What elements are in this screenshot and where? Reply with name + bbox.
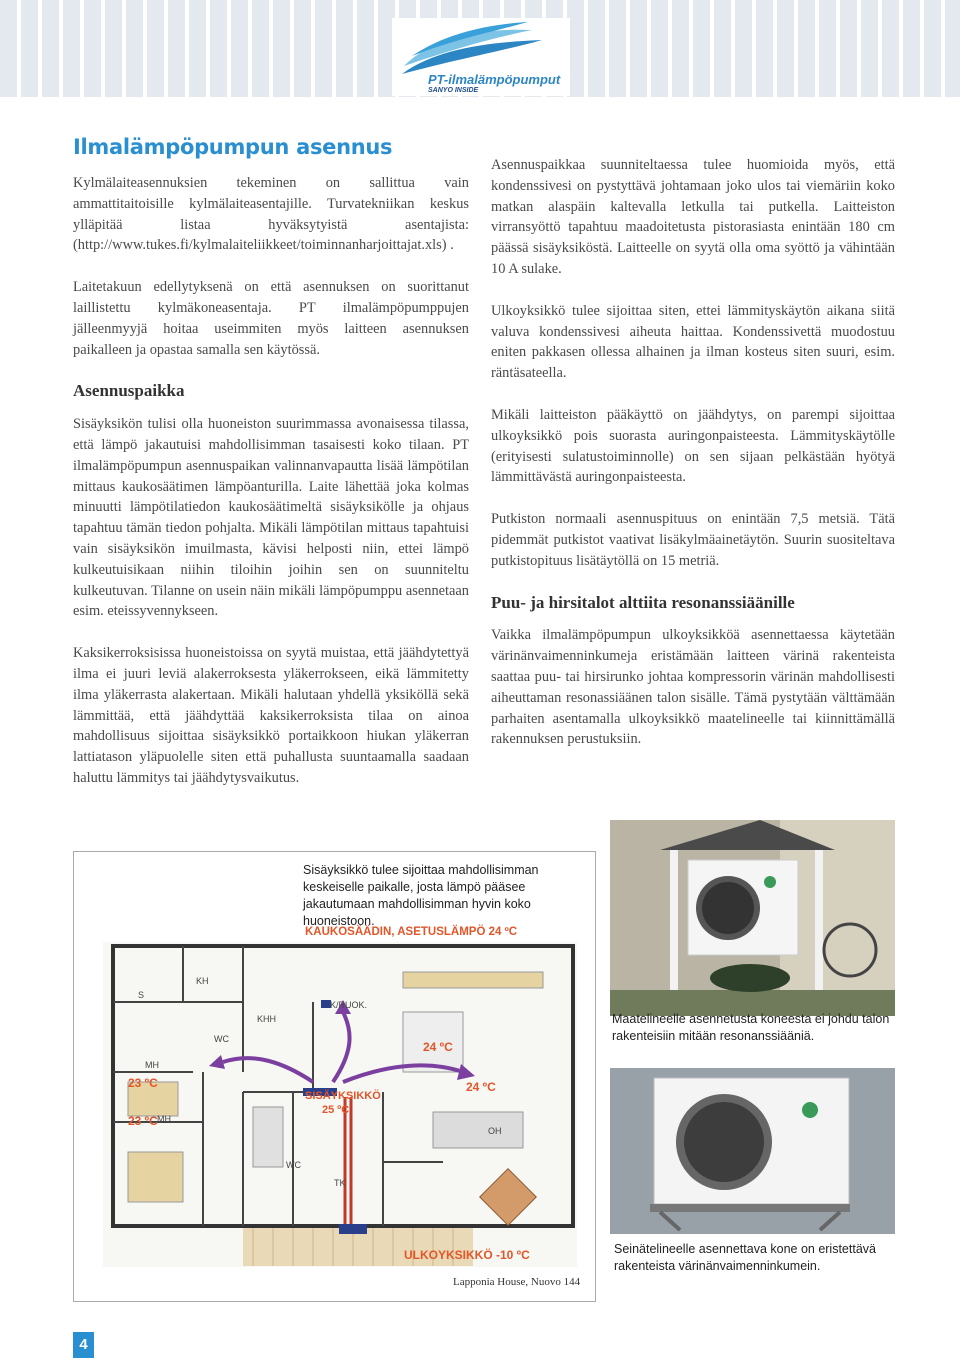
room-label-wc-1: WC: [214, 1034, 229, 1044]
room-label-khh: KHH: [257, 1014, 277, 1024]
room-label-kh: KH: [196, 976, 209, 986]
room-label-s: S: [138, 990, 145, 1000]
temp-label-2: 24 ºC: [466, 1080, 496, 1094]
page-title: Ilmalämpöpumpun asennus: [73, 135, 393, 159]
brand-name: PT-ilmalämpöpumput: [428, 72, 561, 87]
right-paragraph-5: Vaikka ilmalämpöpumpun ulkoyksikköä asennettaessa käytetään värinänvaimenninkumeja eristämään laitteen värinä rakenteista saattaa puu- tai hirsirunko johtaa kompressorin värinän mahdollisesti aiheuttaman resonassiäänen talon sisälle. Tämä pystytään välttämään parhaiten asentamalla ulkoyksikkö maatelineelle tai kiinnittämällä rakennuksen perustuksiin.: [491, 627, 895, 748]
right-paragraph-1: Asennuspaikkaa suunniteltaessa tulee huomioida myös, että kondenssivesi on pystyttävä johtamaan joko ulos tai viemäriin koko matkan alaspäin kaltevalla letkulla tai putkella. Laitteiston virransyöttö tapahtuu maadoitetusta pistorasiasta enintään 180 cm päässä sisäyksiköstä. Laitteelle on syytä olla oma syöttö ja vähintään 10 A sulake.: [491, 157, 895, 277]
temp-label-3: 23 ºC: [128, 1076, 158, 1090]
left-paragraph-1: Kylmälaiteasennuksien tekeminen on sallittua vain ammattitaitoisille kylmälaiteasentajille. Turvatekniikan keskus ylläpitää listaa hyväksytyistä asentajista: (http://www.tukes.fi/kylmalaiteliikkeet/toiminnanharjoittajat.xls) .: [73, 175, 469, 254]
left-paragraph-2: Laitetakuun edellytyksenä on että asennuksen on suorittanut laillistettu kylmäkoneasentaja. PT ilmalämpöpumppujen jälleenmyyjä hoitaa useimmiten myös laitteen asennuksen paikalleen ja opastaa samalla sen käytössä.: [73, 279, 469, 358]
floorplan-credit: Lapponia House, Nuovo 144: [453, 1276, 581, 1288]
indoor-unit-label: SISÄYKSIKKÖ: [305, 1090, 381, 1102]
ground-unit-photo: [610, 820, 895, 1016]
wave-logo-icon: [392, 18, 570, 78]
remote-label: KAUKOSÄÄDIN, ASETUSLÄMPÖ 24 ºC: [305, 926, 518, 938]
section-heading-resonance: Puu- ja hirsitalot alttiita resonanssiäänille: [491, 592, 795, 612]
wall-unit-photo: [610, 1068, 895, 1234]
floorplan-caption: Sisäyksikkö tulee sijoittaa mahdollisimman keskeiselle paikalle, josta lämpö pääsee jakautumaan mahdollisimman hyvin koko huoneistoon.: [303, 863, 539, 928]
temp-label-1: 24 ºC: [423, 1040, 453, 1054]
ground-unit-caption: Maatelineelle asennetusta koneesta ei johdu talon rakenteisiin mitään resonanssiääniä.: [612, 1012, 890, 1043]
room-label-oh: OH: [488, 1126, 502, 1136]
outdoor-unit-label: ULKOYKSIKKÖ -10 ºC: [404, 1248, 530, 1262]
page-number: 4: [73, 1332, 94, 1358]
right-paragraph-4: Putkiston normaali asennuspituus on enintään 7,5 metsiä. Tätä pidemmät putkistot vaativat lisäkylmäainetäytön. Suurin suositeltava putkistopituus lisätäytöllä on 15 metriä.: [491, 511, 895, 569]
room-label-kitchen: K/RUOK.: [330, 1000, 368, 1010]
room-label-mh-2: MH: [157, 1114, 171, 1124]
left-paragraph-3: Sisäyksikön tulisi olla huoneiston suurimmassa avonaisessa tilassa, että lämpö jakautuisi mahdollisimman tasaisesti koko tilaan. PT ilmalämpöpumpun asennuspaikan valinnanvapautta lisää lämpötilan mittaus kaukosäätimen lämpöanturilla. Laite lähettää joka kolmas minuutti lämpötilatiedon kaukosäätimeltä sisäyksikölle ja ohjaus tapahtuu tämän tiedon pohjalta. Mikäli lämpötilan mittaus tapahtuisi vain sisäyksikön imuilmasta, kävisi helposti niin, ettei lämpö kulkeutuisikaan niihin tiloihin joihin sen on suunniteltu kulkeutuvan. Tilanne on usein näin mikäli lämpöpumppu asennetaan esim. eteissyvennykseen.: [73, 416, 469, 620]
right-column: [491, 155, 895, 771]
right-paragraph-2: Ulkoyksikkö tulee sijoittaa siten, ettei lämmityskäytön aikana siitä valuva kondenssivesi aiheuta haittaa. Kondenssivettä muodostuu eniten pakkasen ollessa alhainen ja ilman kosteus siten suuri, esim. räntäsateella.: [491, 302, 895, 382]
left-paragraph-4: Kaksikerroksisissa huoneistoissa on syytä muistaa, että jäähdytettyä ilma ei juuri leviä alakerroksesta yläkerrokseen, eikä lämmitetty ilma yläkerrasta alakertaan. Mikäli halutaan yhdellä yksiköllä sekä lämmittää, että jäähdyttää kaksikerroksista tilaa on ainoa mahdollisuus sijoittaa sisäyksikkö portaikkoon hiukan yläkerran lattiatason yläpuolelle siten että puhallusta suuntaamalla saadaan haluttu lämmitys tai jäähdytysvaikutus.: [73, 645, 469, 786]
wall-unit-caption: Seinätelineelle asennettava kone on eristettävä rakenteista värinänvaimenninkumein.: [614, 1242, 876, 1273]
indoor-temp-label: 25 ºC: [322, 1104, 350, 1116]
left-column: [73, 173, 469, 810]
section-heading-asennuspaikka: Asennuspaikka: [73, 381, 185, 401]
brand-sub: SANYO INSIDE: [428, 87, 479, 94]
room-label-mh-1: MH: [145, 1060, 159, 1070]
room-label-wc-2: WC: [286, 1160, 301, 1170]
right-paragraph-3: Mikäli laitteiston pääkäyttö on jäähdytys, on parempi sijoittaa ulkoyksikkö pois suorasta auringonpaisteesta. Lämmityskäytölle (erityisesti sulatustoiminnolle) on sen sijaan pelkästään hyötyä lämmittävästä auringonpaisteesta.: [491, 406, 895, 486]
temp-label-4: 23 ºC: [128, 1114, 158, 1128]
room-label-tk: TK: [334, 1178, 346, 1188]
